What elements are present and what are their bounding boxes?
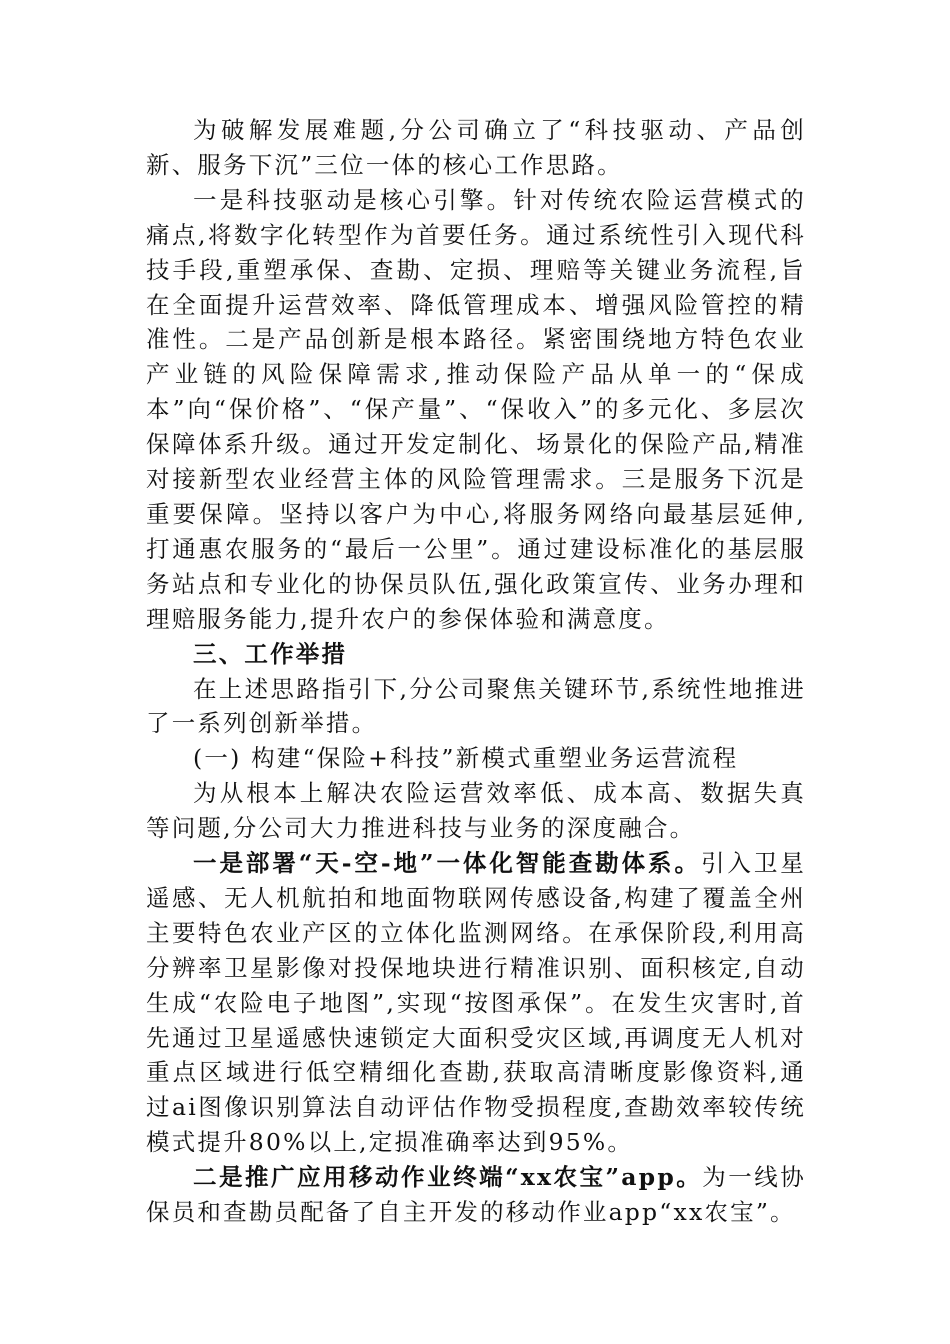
item-one-text: 引入卫星遥感、无人机航拍和地面物联网传感设备,构建了覆盖全州主要特色农业产区的立体化监测网络。在承保阶段,利用高分辨率卫星影像对投保地块进行精准识别、面积核定,自动生成“农险电子地图”,实现“按图承保”。在发生灾害时,首先通过卫星遥感快速锁定大面积受灾区域,再调度无人机对重点区域进行低空精细化查勘,获取高清晰度影像资料,通过ai图像识别算法自动评估作物受损程度,查勘效率较传统模式提升80%以上,定损准确率达到95%。: [146, 849, 806, 1157]
paragraph-three-pillars: 一是科技驱动是核心引擎。针对传统农险运营模式的痛点,将数字化转型作为首要任务。通过系统性引入现代科技手段,重塑承保、查勘、定损、理赔等关键业务流程,旨在全面提升运营效率、降低管理成本、增强风险管控的精准性。二是产品创新是根本路径。紧密围绕地方特色农业产业链的风险保障需求,推动保险产品从单一的“保成本”向“保价格”、“保产量”、“保收入”的多元化、多层次保障体系升级。通过开发定制化、场景化的保险产品,精准对接新型农业经营主体的风险管理需求。三是服务下沉是重要保障。坚持以客户为中心,将服务网络向最基层延伸,打通惠农服务的“最后一公里”。通过建设标准化的基层服务站点和专业化的协保员队伍,强化政策宣传、业务办理和理赔服务能力,提升农户的参保体验和满意度。: [146, 185, 806, 633]
item-one-paragraph: [146, 846, 806, 1160]
item-two-text: 为一线协保员和查勘员配备了自主开发的移动作业app“xx农宝”。: [146, 1163, 806, 1227]
document-body: [146, 113, 806, 1230]
item-two-paragraph: [146, 1160, 806, 1230]
item-one-lead: 一是部署“天-空-地”一体化智能查勘体系。: [193, 849, 701, 878]
section-intro: 在上述思路指引下,分公司聚焦关键环节,系统性地推进了一系列创新举措。: [146, 674, 806, 738]
section-heading: 三、工作举措: [193, 639, 348, 668]
subsection-intro: 为从根本上解决农险运营效率低、成本高、数据失真等问题,分公司大力推进科技与业务的深度融合。: [146, 779, 806, 843]
paragraph-core-approach: 为破解发展难题,分公司确立了“科技驱动、产品创新、服务下沉”三位一体的核心工作思路。: [146, 116, 806, 179]
subsection-heading: (一) 构建“保险+科技”新模式重塑业务运营流程: [193, 744, 739, 773]
item-two-lead: 二是推广应用移动作业终端“xx农宝”app。: [193, 1163, 703, 1192]
